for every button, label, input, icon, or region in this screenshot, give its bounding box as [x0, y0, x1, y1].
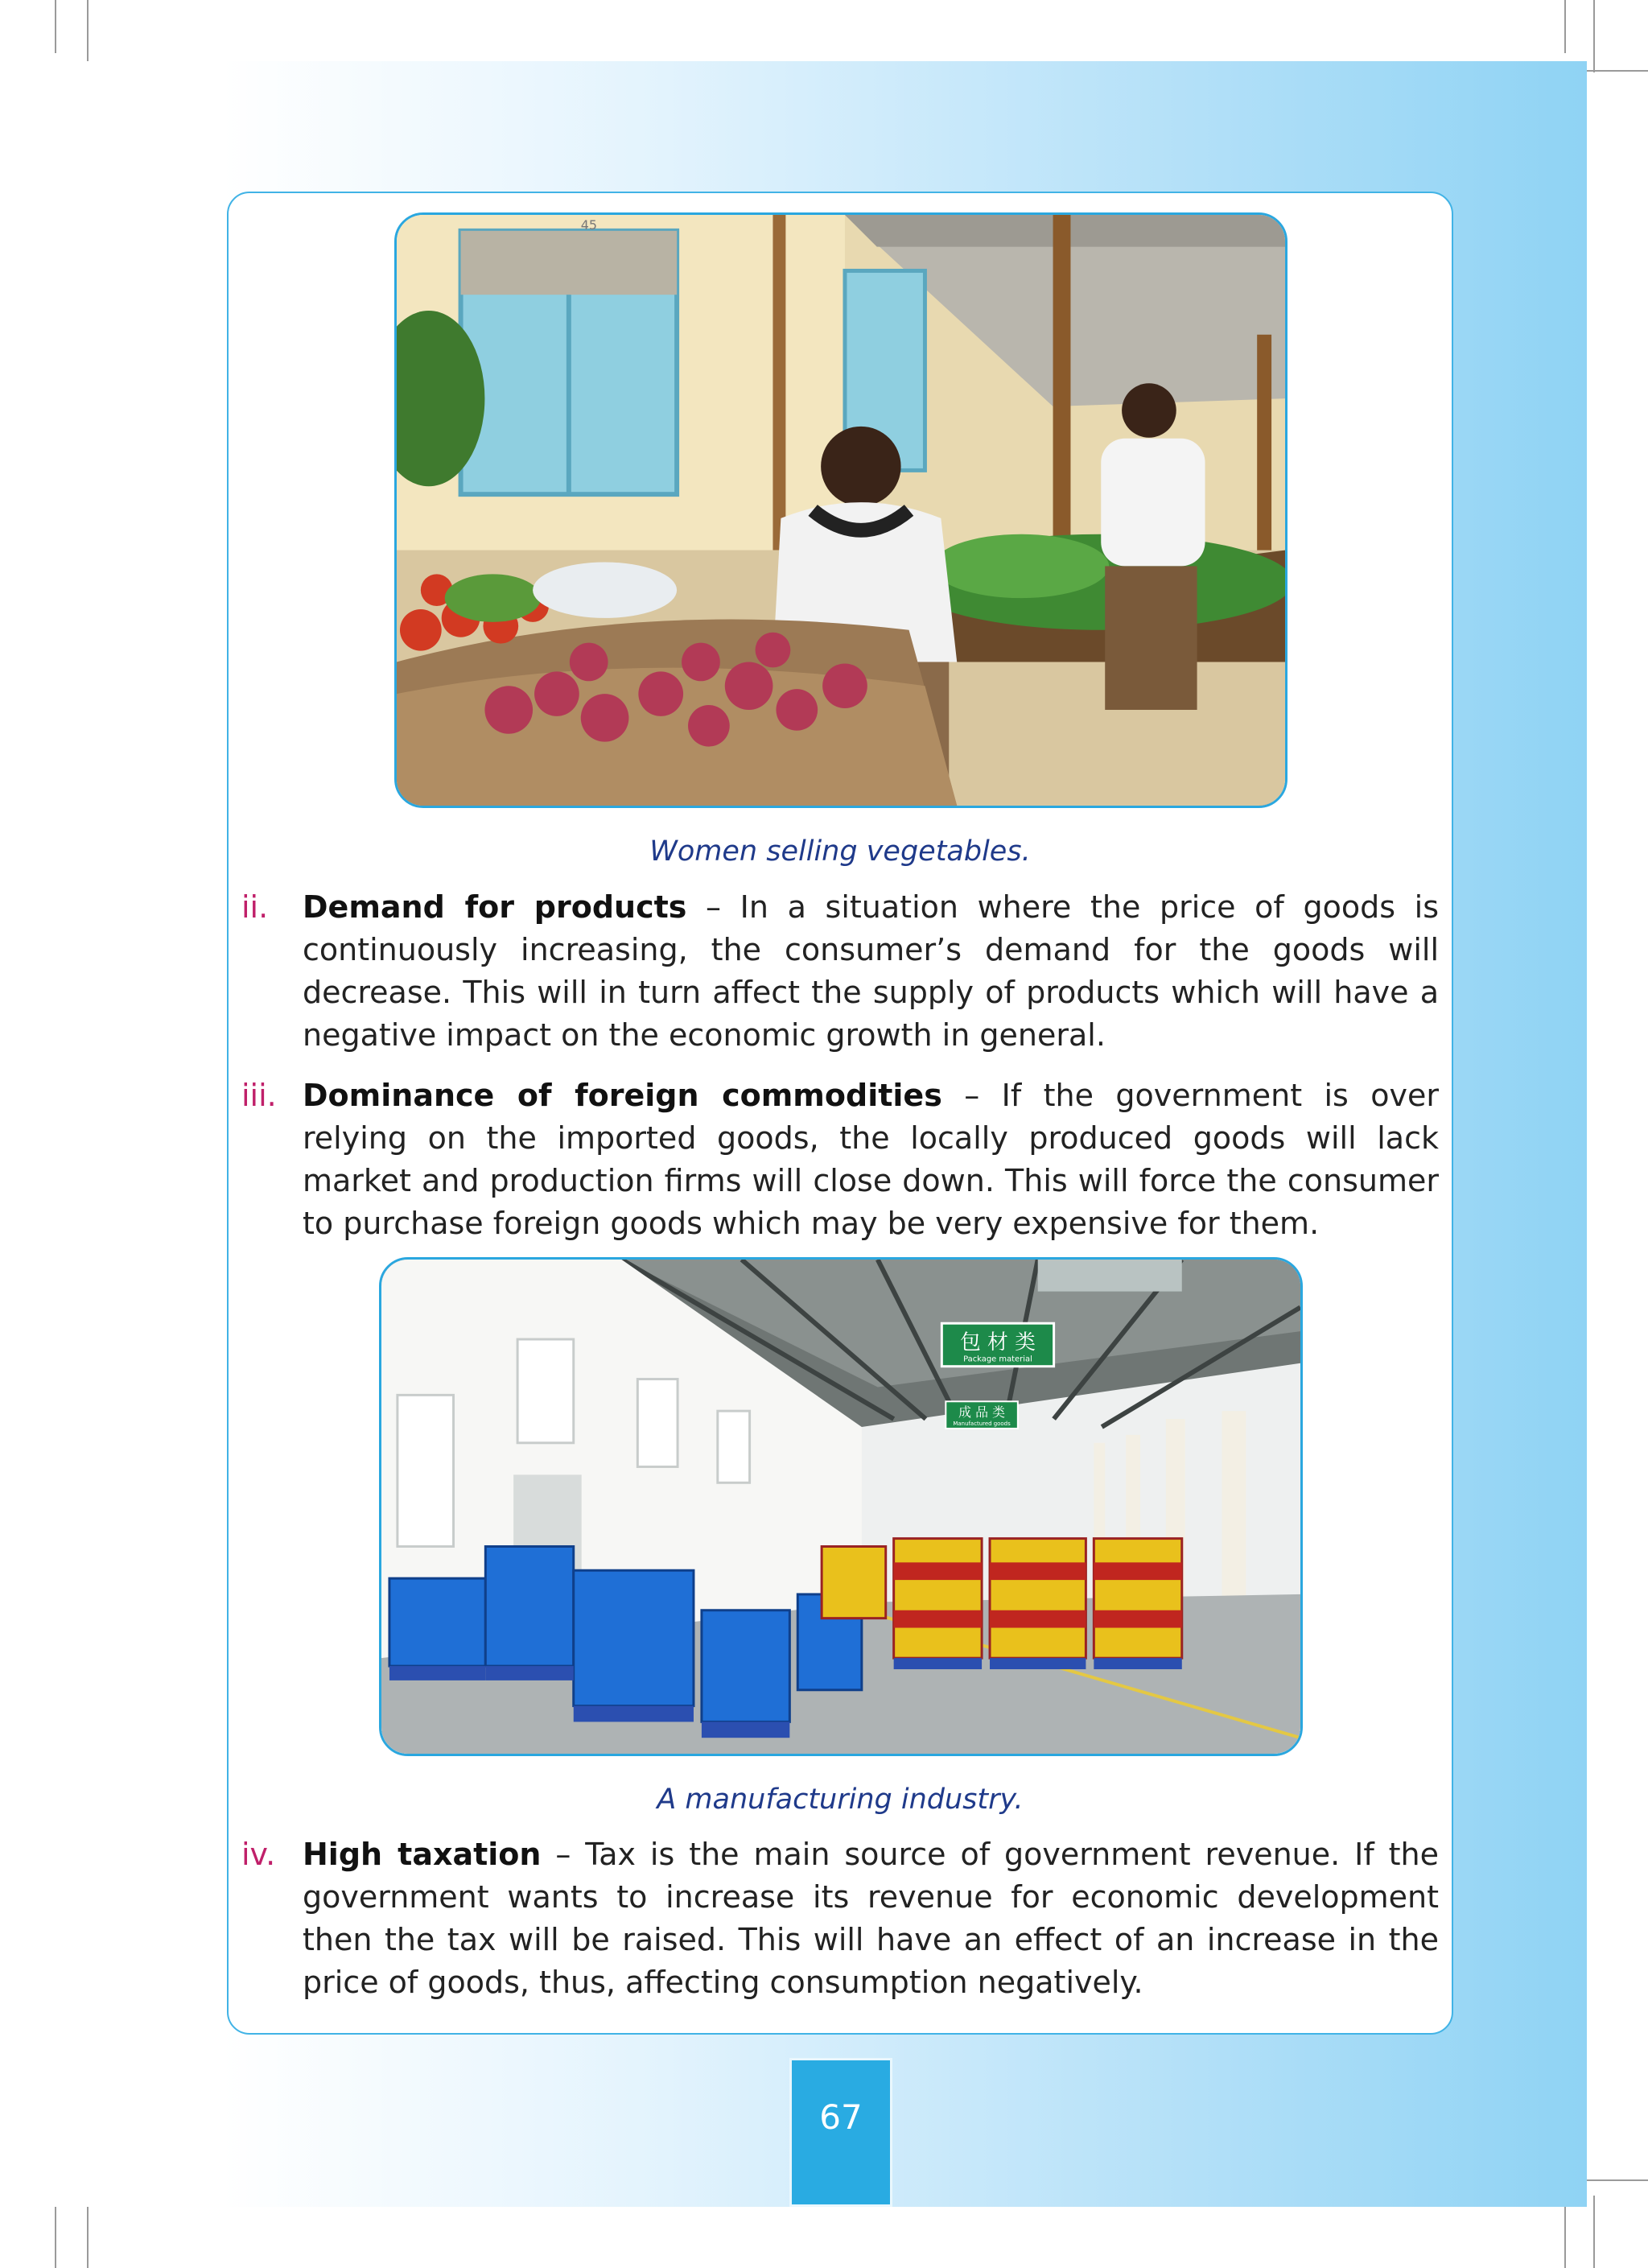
list-item-demand-for-products: [241, 886, 1439, 1057]
list-item-text: – In a situation where the price of goods is continuously increasing, the consumer’s demand for the goods will decrease. This will in turn affect the supply of products which will have a negative impact on the economic growth in general.: [303, 889, 1439, 1053]
sign-manufactured-goods-cn: 成 品 类: [958, 1404, 1006, 1421]
list-item-term: Dominance of foreign commodities: [303, 1078, 942, 1113]
market-photo-illustration: [397, 215, 1285, 806]
industry-photo-illustration: [381, 1260, 1300, 1754]
list-item-body: [303, 1833, 1439, 2004]
crop-mark: [1593, 2196, 1595, 2268]
crop-mark: [1564, 2205, 1566, 2268]
crop-mark: [1593, 0, 1595, 72]
list-item-high-taxation: [241, 1833, 1439, 2004]
building-number: 45: [580, 216, 597, 233]
market-photo-caption: Women selling vegetables.: [649, 835, 1031, 868]
page-number: 67: [819, 2097, 863, 2137]
sign-package-material-cn: 包 材 类: [959, 1330, 1036, 1355]
industry-photo: [379, 1257, 1303, 1756]
sign-package-material-en: Package material: [963, 1355, 1032, 1364]
sign-manufactured-goods-en: Manufactured goods: [953, 1421, 1011, 1427]
list-item-text: – If the government is over relying on the imported goods, the locally produced goods will lack market and production firms will close down. This will force the consumer to purchase foreign goods which may be very expensive for them.: [303, 1078, 1440, 1241]
crop-mark: [1577, 2179, 1648, 2181]
crop-mark: [55, 0, 56, 53]
list-item-number: iii.: [241, 1078, 277, 1113]
list-item-term: High taxation: [303, 1837, 542, 1872]
market-photo: [394, 212, 1288, 808]
industry-photo-caption: A manufacturing industry.: [657, 1783, 1024, 1816]
list-item-body: [303, 886, 1439, 1057]
list-item-text: – Tax is the main source of government revenue. If the government wants to increase its revenue for economic development then the tax will be raised. This will have an effect of an increase in the price of goods, thus, affecting consumption negatively.: [303, 1837, 1440, 2000]
list-item-body: [303, 1074, 1439, 1245]
crop-mark: [1564, 0, 1566, 53]
crop-mark: [55, 2205, 56, 2268]
page-number-tab: [789, 2058, 892, 2207]
list-item-dominance-of-foreign-commodities: [241, 1074, 1439, 1245]
list-item-number: iv.: [241, 1837, 276, 1872]
list-item-term: Demand for products: [303, 889, 687, 925]
crop-mark: [1577, 70, 1648, 72]
list-item-number: ii.: [241, 889, 269, 925]
